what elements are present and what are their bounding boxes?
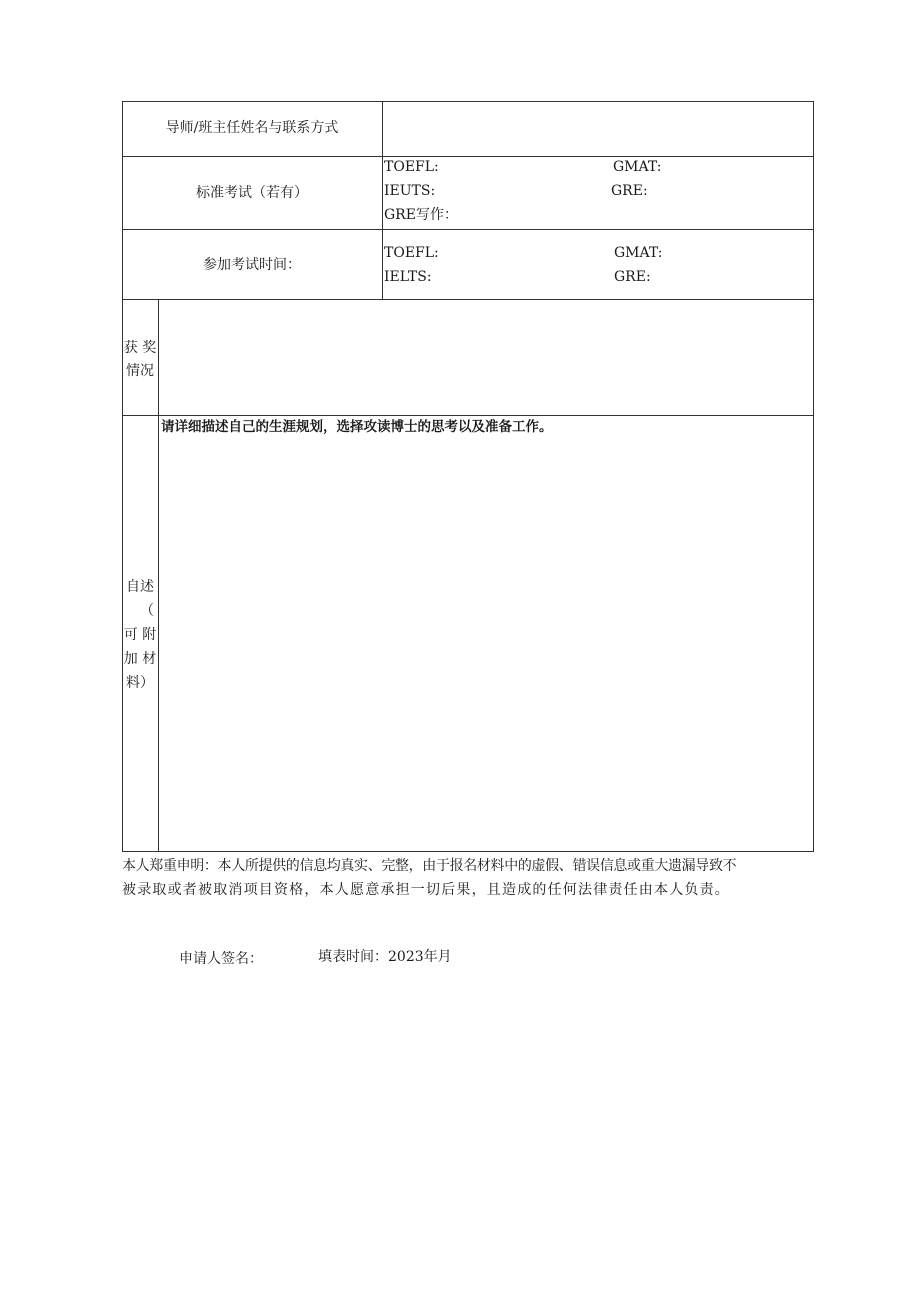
applicant-signature-label: 申请人签名： [179,951,263,967]
test-date-toefl[interactable]: TOEFL: [384,245,439,261]
fill-date-label: 填表时间：2023年月 [318,949,452,965]
standard-test-ielts[interactable]: IEUTS: [384,183,436,199]
table-border-bottom [122,851,814,852]
statement-label-line2: （ [140,603,154,619]
table-border-top [122,101,814,102]
row-divider-4 [122,415,814,416]
standard-test-gre-writing[interactable]: GRE写作： [384,207,458,223]
standard-test-gre[interactable]: GRE: [611,183,648,199]
statement-label-line4: 加 材 [123,651,157,667]
row-divider-1 [122,156,814,157]
awards-label-line2: 情况 [126,363,154,379]
row-divider-2 [122,229,814,230]
declaration-line2: 被录取或者被取消项目资格，本人愿意承担一切后果，且造成的任何法律责任由本人负责。 [122,882,730,898]
standard-test-label: 标准考试（若有） [196,185,308,201]
column-divider-upper [382,101,383,299]
advisor-label: 导师/班主任姓名与联系方式 [165,120,339,136]
statement-label-line5: 料） [126,675,154,691]
test-date-label: 参加考试时间： [203,257,301,273]
declaration [122,854,816,902]
advisor-value-field[interactable] [384,103,812,155]
table-border-right [813,101,814,852]
statement-prompt: 请详细描述自己的生涯规划，选择攻读博士的思考以及准备工作。 [161,419,553,435]
awards-content-field[interactable] [160,301,812,414]
statement-content-field[interactable] [160,440,812,850]
test-date-ielts[interactable]: IELTS: [384,269,432,285]
standard-test-toefl[interactable]: TOEFL: [384,159,439,175]
column-divider-lower [158,299,159,851]
test-date-gre[interactable]: GRE: [614,269,651,285]
standard-test-gmat[interactable]: GMAT: [613,159,662,175]
statement-label-line1: 自述 [126,579,154,595]
row-divider-3 [122,299,814,300]
statement-label-line3: 可 附 [123,627,157,643]
table-border-left [122,101,123,852]
declaration-line1: 本人郑重申明：本人所提供的信息均真实、完整，由于报名材料中的虚假、错误信息或重大遗漏导致不 [122,858,737,874]
awards-label-line1: 获 奖 [123,340,157,356]
test-date-gmat[interactable]: GMAT: [614,245,663,261]
